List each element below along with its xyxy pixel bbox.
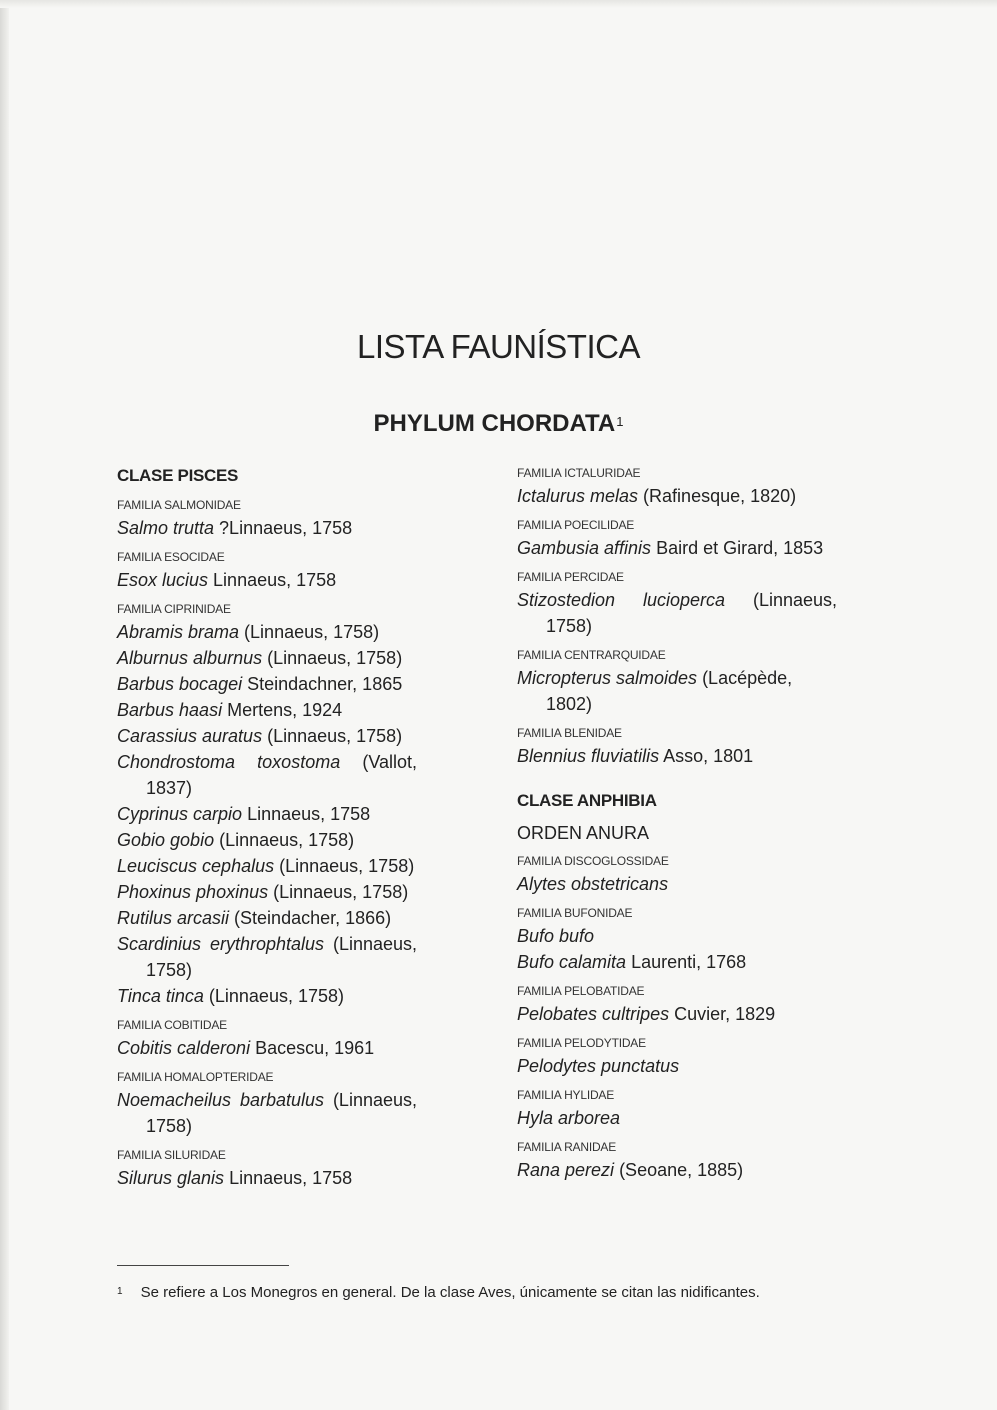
species-name: Alytes obstetricans [517,874,669,894]
familia-label: FAMILIA ESOCIDAE [117,550,225,564]
species-author: (Linnaeus, 1758) [546,590,838,636]
species-author: (Linnaeus, 1758) [262,648,403,668]
species-name: Silurus glanis [117,1168,225,1188]
species-author: (Linnaeus, 1758) [146,1090,417,1136]
page-top-shadow [0,0,997,8]
species-author: Laurenti, 1768 [626,952,747,972]
footnote-reference: 1 [616,414,624,429]
species-name: Scardinius erythrophtalus [117,934,325,954]
species-author: Linnaeus, 1758 [242,804,371,824]
species-name: Rana perezi [517,1160,615,1180]
species-entry [117,801,417,827]
species-entry [117,671,417,697]
familia-label: FAMILIA SILURIDAE [117,1148,226,1162]
phylum-heading: PHYLUM CHORDATA$^1$ [373,410,624,437]
species-entry [117,1087,417,1139]
species-entry [117,619,417,645]
familia-label: FAMILIA CENTRARQUIDAE [517,648,666,662]
species-name: Gobio gobio [117,830,215,850]
species-author: (Lacépède, 1802) [546,668,793,714]
species-name: Tinca tinca [117,986,204,1006]
species-entry [117,515,417,541]
species-entry [117,1035,417,1061]
species-entry [517,483,837,509]
species-entry [517,1105,837,1131]
species-name: Salmo trutta [117,518,215,538]
species-name: Noemacheilus barbatulus [117,1090,325,1110]
familia-label: FAMILIA POECILIDAE [517,518,635,532]
familia-label: FAMILIA HYLIDAE [517,1088,615,1102]
species-name: Hyla arborea [517,1108,621,1128]
species-entry [517,1053,837,1079]
species-author: Mertens, 1924 [222,700,343,720]
species-entry [517,535,837,561]
species-name: Blennius fluviatilis [517,746,660,766]
species-name: Phoxinus phoxinus [117,882,269,902]
species-entry [117,1165,417,1191]
species-entry [117,853,417,879]
familia-label: FAMILIA PELODYTIDAE [517,1036,646,1050]
right-column [517,466,837,1183]
familia-label: FAMILIA COBITIDAE [117,1018,227,1032]
species-author: (Linnaeus, 1758) [203,986,344,1006]
species-name: Chondrostoma toxostoma [117,752,341,772]
species-author: ?Linnaeus, 1758 [214,518,353,538]
clase-heading: CLASE PISCES [117,466,239,485]
species-author: (Seoane, 1885) [614,1160,744,1180]
species-author: Steindachner, 1865 [242,674,403,694]
species-name: Cyprinus carpio [117,804,243,824]
species-entry [117,697,417,723]
species-author: Linnaeus, 1758 [208,570,337,590]
species-entry [517,949,837,975]
familia-label: FAMILIA HOMALOPTERIDAE [117,1070,274,1084]
species-author: (Linnaeus, 1758) [146,934,418,980]
species-entry [117,879,417,905]
species-entry [117,931,417,983]
familia-label: FAMILIA PELOBATIDAE [517,984,645,998]
familia-label: FAMILIA BLENIDAE [517,726,622,740]
familia-label: FAMILIA RANIDAE [517,1140,617,1154]
species-name: Cobitis calderoni [117,1038,251,1058]
orden-heading: ORDEN ANURA [517,823,650,843]
species-author: (Linnaeus, 1758) [239,622,380,642]
species-author: (Linnaeus, 1758) [268,882,409,902]
species-entry [517,587,837,639]
page-edge-shadow [0,0,9,1410]
species-name: Leuciscus cephalus [117,856,275,876]
species-name: Alburnus alburnus [117,648,263,668]
species-author: Asso, 1801 [659,746,754,766]
species-name: Micropterus salmoides [517,668,698,688]
species-author: Cuvier, 1829 [669,1004,776,1024]
species-author: (Linnaeus, 1758) [262,726,403,746]
footnote [117,1284,877,1301]
species-name: Gambusia affinis [517,538,652,558]
species-name: Bufo calamita [517,952,627,972]
species-name: Abramis brama [117,622,240,642]
species-author: (Linnaeus, 1758) [274,856,415,876]
species-author: (Vallot, 1837) [146,752,418,798]
species-name: Pelobates cultripes [517,1004,670,1024]
species-entry [117,723,417,749]
species-entry [517,1157,837,1183]
footnote-text: Se refiere a Los Monegros en general. De la clase Aves, únicamente se citan las nidificantes. [140,1284,760,1301]
section-gap [517,769,837,791]
species-entry [117,827,417,853]
species-entry [117,567,417,593]
species-name: Rutilus arcasii [117,908,230,928]
species-name: Pelodytes punctatus [517,1056,680,1076]
species-entry [117,905,417,931]
species-entry [117,983,417,1009]
familia-label: FAMILIA PERCIDAE [517,570,624,584]
species-entry [517,743,837,769]
species-entry [517,871,837,897]
species-author: (Rafinesque, 1820) [638,486,797,506]
species-name: Ictalurus melas [517,486,639,506]
page-title: LISTA FAUNÍSTICA [357,328,640,365]
species-author: Linnaeus, 1758 [224,1168,353,1188]
left-column [117,466,417,1191]
species-author: Bacescu, 1961 [250,1038,375,1058]
species-name: Bufo bufo [517,926,595,946]
clase-heading: CLASE ANPHIBIA [517,791,657,810]
species-name: Stizostedion lucioperca [517,590,726,610]
species-entry [517,1001,837,1027]
familia-label: FAMILIA ICTALURIDAE [517,466,641,480]
species-author: (Steindacher, 1866) [229,908,392,928]
species-entry [517,665,837,717]
species-name: Barbus bocagei [117,674,243,694]
species-name: Esox lucius [117,570,209,590]
species-entry [517,923,837,949]
species-entry [117,749,417,801]
species-entry [117,645,417,671]
species-name: Barbus haasi [117,700,223,720]
familia-label: FAMILIA SALMONIDAE [117,498,241,512]
species-author: Baird et Girard, 1853 [651,538,824,558]
species-author: (Linnaeus, 1758) [214,830,355,850]
familia-label: FAMILIA CIPRINIDAE [117,602,231,616]
footnote-marker: 1 [117,1286,123,1297]
footnote-divider [117,1265,289,1266]
species-name: Carassius auratus [117,726,263,746]
familia-label: FAMILIA DISCOGLOSSIDAE [517,854,669,868]
familia-label: FAMILIA BUFONIDAE [517,906,633,920]
